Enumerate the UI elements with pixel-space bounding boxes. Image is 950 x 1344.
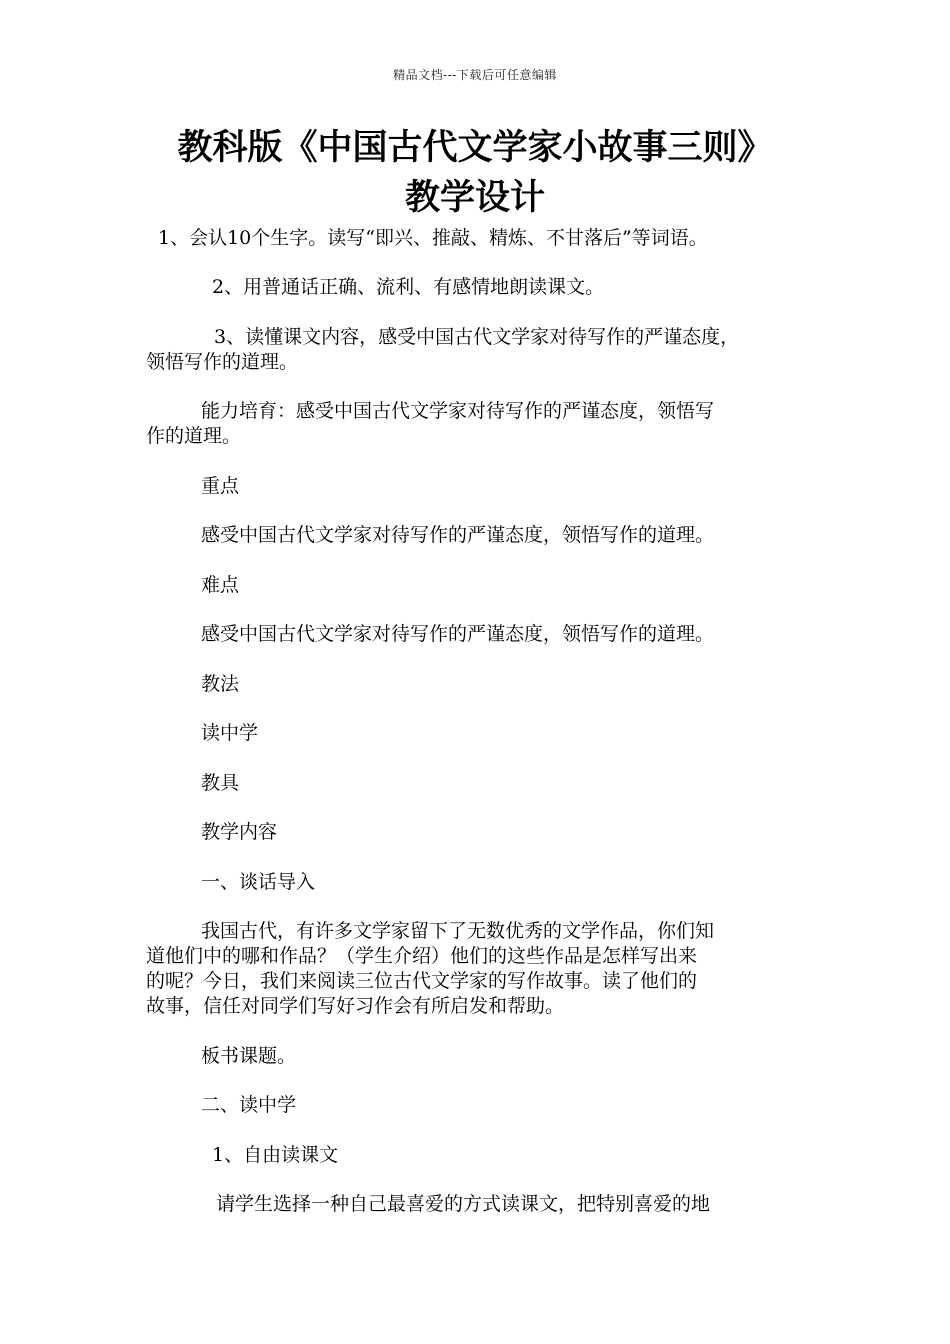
difficulty-heading: 难点 xyxy=(201,574,240,596)
intro-paragraph-line-2: 道他们中的哪和作品？（学生介绍）他们的这些作品是怎样写出来 xyxy=(146,945,698,967)
section-2-heading: 二、读中学 xyxy=(201,1094,297,1116)
ability-line-2: 作的道理。 xyxy=(146,425,242,447)
key-point-heading: 重点 xyxy=(201,475,240,497)
intro-paragraph-line-3: 的呢？今日，我们来阅读三位古代文学家的写作故事。读了他们的 xyxy=(146,970,698,992)
difficulty-text: 感受中国古代文学家对待写作的严谨态度，领悟写作的道理。 xyxy=(201,623,715,645)
objective-2: 2、用普通话正确、流利、有感情地朗读课文。 xyxy=(212,276,605,298)
method-text: 读中学 xyxy=(201,722,259,744)
intro-paragraph-line-4: 故事，信任对同学们写好习作会有所启发和帮助。 xyxy=(146,995,565,1017)
objective-3-line-1: 3、读懂课文内容，感受中国古代文学家对待写作的严谨态度， xyxy=(214,326,740,348)
step-1-heading: 1、自由读课文 xyxy=(212,1144,339,1166)
document-title-line-2: 教学设计 xyxy=(404,177,545,218)
section-1-heading: 一、谈话导入 xyxy=(201,871,316,893)
objective-1: 1、会认10个生字。读写“即兴、推敲、精炼、不甘落后”等词语。 xyxy=(158,227,708,249)
ability-line-1: 能力培育：感受中国古代文学家对待写作的严谨态度，领悟写 xyxy=(201,400,715,422)
method-heading: 教法 xyxy=(201,673,240,695)
intro-paragraph-line-1: 我国古代，有许多文学家留下了无数优秀的文学作品，你们知 xyxy=(201,920,715,942)
tools-heading: 教具 xyxy=(201,772,240,794)
step-1-text: 请学生选择一种自己最喜爱的方式读课文，把特别喜爱的地 xyxy=(216,1193,711,1215)
key-point-text: 感受中国古代文学家对待写作的严谨态度，领悟写作的道理。 xyxy=(201,524,715,546)
content-heading: 教学内容 xyxy=(201,821,278,843)
header-note: 精品文档---下载后可任意编辑 xyxy=(393,68,557,82)
blackboard-title: 板书课题。 xyxy=(201,1045,297,1067)
objective-3-line-2: 领悟写作的道理。 xyxy=(146,351,299,373)
document-title-line-1: 教科版《中国古代文学家小故事三则》 xyxy=(177,127,773,168)
